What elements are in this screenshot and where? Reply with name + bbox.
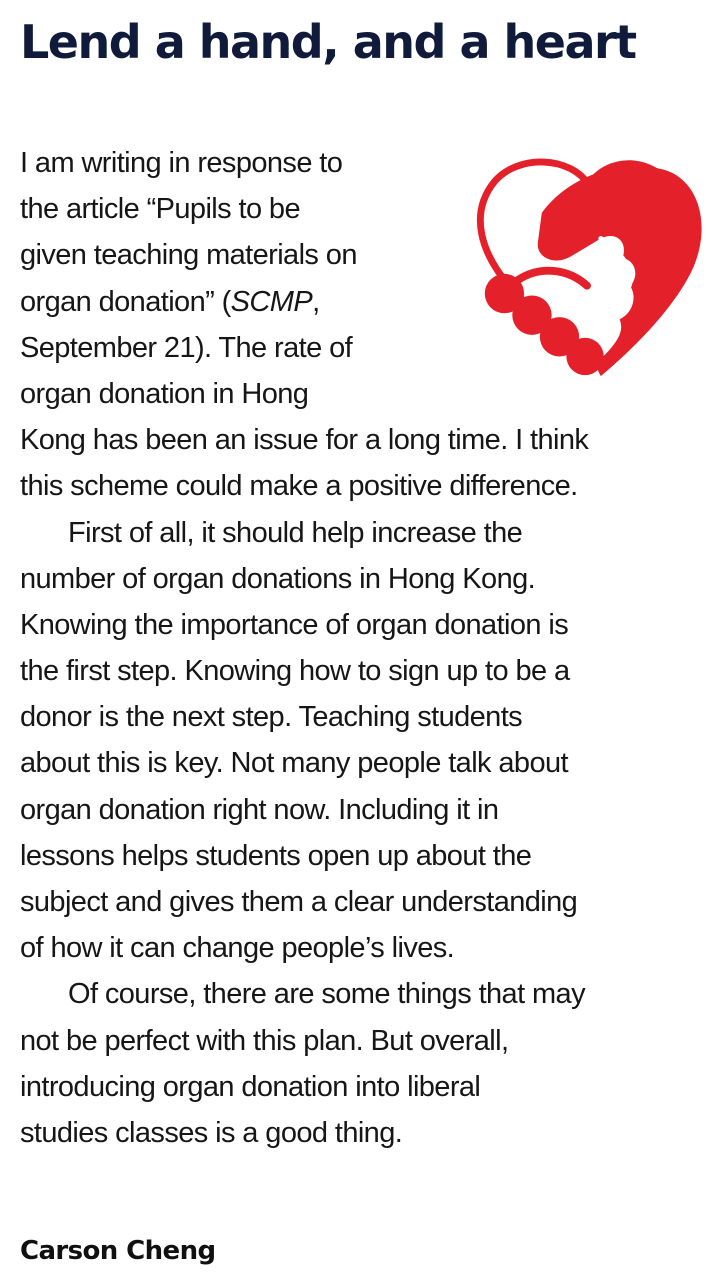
body-text-segment: , — [312, 285, 320, 318]
publication-name: SCMP — [230, 285, 313, 318]
body-line: organ donation right now. Including it in — [20, 793, 499, 826]
body-line: First of all, it should help increase the — [68, 516, 523, 549]
body-line: introducing organ donation into liberal — [20, 1070, 481, 1103]
letter-body — [20, 140, 710, 1156]
body-line: the article “Pupils to be — [20, 193, 300, 226]
body-line: not be perfect with this plan. But overall, — [20, 1024, 509, 1057]
headline: Lend a hand, and a heart — [20, 15, 636, 69]
body-line: the first step. Knowing how to sign up to be a — [20, 655, 570, 688]
body-line: I am writing in response to — [20, 147, 343, 179]
body-line: given teaching materials on — [20, 239, 357, 272]
body-line: organ donation in Hong — [20, 377, 309, 410]
body-line: studies classes is a good thing. — [20, 1116, 403, 1149]
body-line: Kong has been an issue for a long time. I think — [20, 424, 589, 457]
body-line — [20, 279, 710, 325]
body-text-segment: organ donation” ( — [20, 285, 231, 318]
body-line: subject and gives them a clear understanding — [20, 886, 578, 918]
body-line: Of course, there are some things that may — [68, 978, 585, 1011]
body-line: this scheme could make a positive difference. — [20, 470, 578, 503]
body-line: Knowing the importance of organ donation is — [20, 608, 569, 641]
body-line: of how it can change people’s lives. — [20, 932, 455, 965]
body-line: donor is the next step. Teaching students — [20, 701, 523, 734]
body-line: September 21). The rate of — [20, 331, 353, 364]
body-line: number of organ donations in Hong Kong. — [20, 562, 536, 595]
body-line: lessons helps students open up about the — [20, 839, 532, 872]
author-byline: Carson Cheng — [20, 1236, 216, 1266]
body-line: about this is key. Not many people talk about — [20, 747, 568, 780]
